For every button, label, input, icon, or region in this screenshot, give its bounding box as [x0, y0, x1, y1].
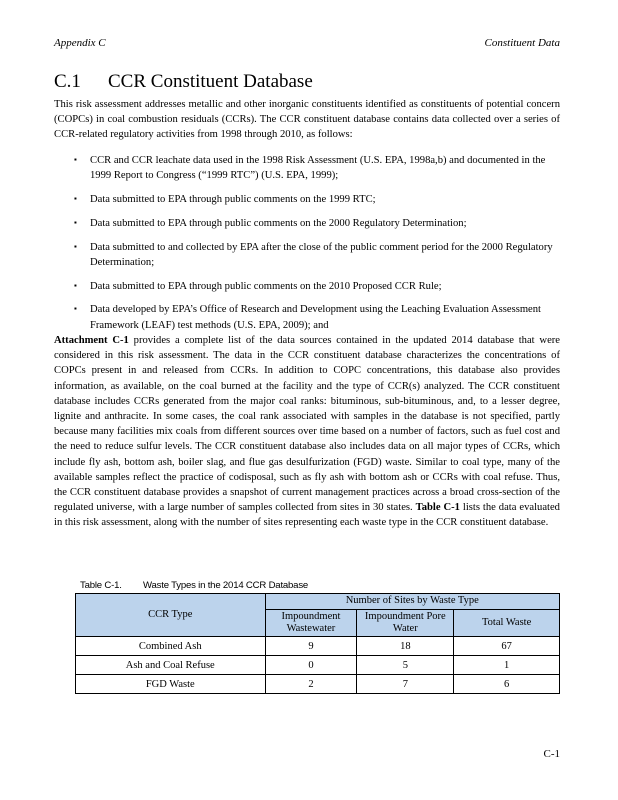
table-caption [80, 580, 308, 591]
bullet-icon: ▪ [74, 194, 77, 203]
group-header: Number of Sites by Waste Type [265, 594, 560, 610]
list-item: ▪ CCR and CCR leachate data used in the 1998 Risk Assessment (U.S. EPA, 1998a,b) and documented in the 1999 Report to Congress (“1999 RTC”) (U.S. EPA, 1999); [74, 152, 560, 183]
bullet-icon: ▪ [74, 217, 77, 227]
bullet-icon: ▪ [74, 304, 77, 314]
list-item: ▪ Data developed by EPA’s Office of Research and Development using the Leaching Evaluation Assessment Framework (LEAF) test methods (U.S. EPA, 2009); and [74, 301, 560, 332]
table-caption-title: Waste Types in the 2014 CCR Database [143, 580, 309, 591]
table-caption-label: Table C-1. [80, 580, 122, 591]
bullet-icon: ▪ [74, 241, 77, 251]
body-text-end: lists the data evaluated in this risk assessment, along with the number of sites representing each waste type in the CCR constituent database. [54, 502, 560, 529]
col-header-pore-water: Impoundment Pore Water [357, 610, 454, 637]
list-item: ▪ Data submitted to EPA through public comments on the 2000 Regulatory Determination; [74, 215, 560, 231]
body-paragraph [54, 333, 560, 531]
cell-wastewater: 9 [265, 637, 357, 656]
cell-type: Combined Ash [76, 637, 266, 656]
list-item: ▪ Data submitted to and collected by EPA after the close of the public comment period for the 2000 Regulatory Determination; [74, 239, 560, 270]
header-right: Constituent Data [484, 37, 560, 49]
col-header-ccr-type: CCR Type [76, 594, 266, 637]
list-item: ▪ Data submitted to EPA through public comments on the 2010 Proposed CCR Rule; [74, 278, 560, 294]
cell-type: Ash and Coal Refuse [76, 656, 266, 675]
page-number: C-1 [543, 748, 560, 760]
section-heading [54, 71, 313, 93]
cell-total: 67 [454, 637, 560, 656]
table-row [76, 675, 560, 694]
section-title: CCR Constituent Database [108, 71, 313, 92]
attachment-reference: Attachment C-1 [54, 335, 129, 346]
col-header-total-waste: Total Waste [454, 610, 560, 637]
data-source-list [74, 152, 560, 340]
header-left: Appendix C [54, 37, 106, 49]
table-row [76, 637, 560, 656]
waste-types-table [75, 593, 560, 694]
col-header-wastewater: Impoundment Wastewater [265, 610, 357, 637]
cell-type: FGD Waste [76, 675, 266, 694]
list-item: ▪ Data submitted to EPA through public comments on the 1999 RTC; [74, 191, 560, 207]
cell-pore-water: 5 [357, 656, 454, 675]
cell-pore-water: 7 [357, 675, 454, 694]
cell-total: 1 [454, 656, 560, 675]
cell-total: 6 [454, 675, 560, 694]
cell-pore-water: 18 [357, 637, 454, 656]
bullet-icon: ▪ [74, 280, 77, 290]
body-text: provides a complete list of the data sources contained in the updated 2014 database that were considered in this risk assessment. The data in the CCR constituent database characterizes the concentrations of COPCs present in and released from CCRs. In addition to COPC concentrations, this database also provides information, as available, on the coal burned at the facility and the type of CCR(s) analyzed. The CCR constituent database includes CCRs generated from the major coal ranks: bituminous, sub-bituminous, and, to a lesser degree, lignite and anthracite. In some cases, the coal rank associated with samples in the database is not specified, partly because many facilities mix coals from different sources over time based on a number of factors, such as fuel cost and the need to reduce sulfur levels. The CCR constituent database also includes data on all major types of CCRs, which include fly ash, bottom ash, boiler slag, and flue gas desulfurization (FGD) waste. Similar to coal type, many of the available samples reflect the practice of codisposal, such as fly ash with bottom ash or CCRs with coal refuse. Thus, the CCR constituent database provides a snapshot of current management practices across a broad cross-section of the regulated universe, with a large number of samples collected from sites in 30 states. [54, 335, 561, 514]
section-number: C.1 [54, 71, 81, 92]
cell-wastewater: 2 [265, 675, 357, 694]
table-row [76, 656, 560, 675]
bullet-icon: ▪ [74, 155, 77, 164]
intro-paragraph: This risk assessment addresses metallic and other inorganic constituents identified as constituents of potential concern (COPCs) in coal combustion residuals (CCRs). The CCR constituent database contains data collected over a series of CCR-related regulatory activities from 1998 through 2010, as follows: [54, 99, 560, 141]
table-reference: Table C-1 [415, 502, 460, 514]
cell-wastewater: 0 [265, 656, 357, 675]
